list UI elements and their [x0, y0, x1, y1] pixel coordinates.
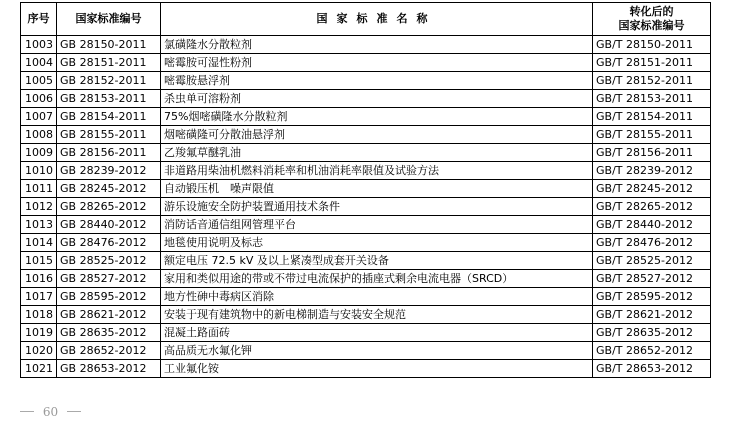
- cell-std-no: GB 28154-2011: [57, 108, 161, 126]
- cell-std-no: GB 28440-2012: [57, 216, 161, 234]
- cell-std-name: 混凝土路面砖: [161, 324, 593, 342]
- cell-std-name: 消防话音通信组网管理平台: [161, 216, 593, 234]
- cell-seq: 1005: [21, 72, 57, 90]
- header-std-no: 国家标准编号: [57, 3, 161, 36]
- table-header-row: [21, 3, 711, 36]
- cell-std-name: 工业氟化铵: [161, 360, 593, 378]
- cell-converted: GB/T 28652-2012: [593, 342, 711, 360]
- table-row: [21, 72, 711, 90]
- cell-converted: GB/T 28151-2011: [593, 54, 711, 72]
- cell-seq: 1010: [21, 162, 57, 180]
- cell-std-no: GB 28635-2012: [57, 324, 161, 342]
- table-row: [21, 90, 711, 108]
- cell-std-no: GB 28245-2012: [57, 180, 161, 198]
- cell-std-no: GB 28156-2011: [57, 144, 161, 162]
- cell-converted: GB/T 28153-2011: [593, 90, 711, 108]
- cell-converted: GB/T 28156-2011: [593, 144, 711, 162]
- cell-std-name: 高品质无水氟化钾: [161, 342, 593, 360]
- table-row: [21, 144, 711, 162]
- table-row: [21, 54, 711, 72]
- cell-std-no: GB 28595-2012: [57, 288, 161, 306]
- cell-seq: 1017: [21, 288, 57, 306]
- cell-converted: GB/T 28476-2012: [593, 234, 711, 252]
- cell-std-no: GB 28150-2011: [57, 36, 161, 54]
- table-row: [21, 306, 711, 324]
- cell-std-name: 烟嘧磺隆可分散油悬浮剂: [161, 126, 593, 144]
- cell-converted: GB/T 28239-2012: [593, 162, 711, 180]
- table-row: [21, 360, 711, 378]
- cell-converted: GB/T 28150-2011: [593, 36, 711, 54]
- cell-std-name: 额定电压 72.5 kV 及以上紧凑型成套开关设备: [161, 252, 593, 270]
- header-seq: 序号: [21, 3, 57, 36]
- cell-std-no: GB 28155-2011: [57, 126, 161, 144]
- footer-left-dash: [20, 411, 34, 412]
- cell-std-name: 地毯使用说明及标志: [161, 234, 593, 252]
- cell-seq: 1020: [21, 342, 57, 360]
- cell-std-no: GB 28239-2012: [57, 162, 161, 180]
- table-row: [21, 288, 711, 306]
- cell-converted: GB/T 28621-2012: [593, 306, 711, 324]
- cell-std-name: 自动锻压机 噪声限值: [161, 180, 593, 198]
- table-row: [21, 180, 711, 198]
- cell-seq: 1003: [21, 36, 57, 54]
- cell-converted: GB/T 28525-2012: [593, 252, 711, 270]
- cell-seq: 1006: [21, 90, 57, 108]
- cell-std-name: 乙羧氟草醚乳油: [161, 144, 593, 162]
- cell-converted: GB/T 28653-2012: [593, 360, 711, 378]
- table-body: [21, 36, 711, 378]
- cell-seq: 1008: [21, 126, 57, 144]
- table-row: [21, 108, 711, 126]
- cell-seq: 1013: [21, 216, 57, 234]
- cell-std-name: 杀虫单可溶粉剂: [161, 90, 593, 108]
- cell-std-name: 非道路用柴油机燃料消耗率和机油消耗率限值及试验方法: [161, 162, 593, 180]
- cell-std-no: GB 28153-2011: [57, 90, 161, 108]
- cell-std-name: 嘧霉胺可湿性粉剂: [161, 54, 593, 72]
- cell-seq: 1016: [21, 270, 57, 288]
- cell-std-name: 地方性砷中毒病区消除: [161, 288, 593, 306]
- cell-seq: 1009: [21, 144, 57, 162]
- cell-converted: GB/T 28155-2011: [593, 126, 711, 144]
- header-converted-text: 转化后的 国家标准编号: [618, 5, 685, 32]
- cell-seq: 1015: [21, 252, 57, 270]
- cell-seq: 1007: [21, 108, 57, 126]
- cell-seq: 1021: [21, 360, 57, 378]
- table-row: [21, 270, 711, 288]
- cell-converted: GB/T 28635-2012: [593, 324, 711, 342]
- standards-table: [20, 2, 711, 378]
- cell-seq: 1014: [21, 234, 57, 252]
- cell-std-no: GB 28476-2012: [57, 234, 161, 252]
- table-row: [21, 162, 711, 180]
- cell-seq: 1012: [21, 198, 57, 216]
- table-row: [21, 252, 711, 270]
- cell-converted: GB/T 28527-2012: [593, 270, 711, 288]
- cell-std-name: 安装于现有建筑物中的新电梯制造与安装安全规范: [161, 306, 593, 324]
- header-converted: [593, 3, 711, 36]
- table-row: [21, 198, 711, 216]
- cell-seq: 1019: [21, 324, 57, 342]
- table-row: [21, 216, 711, 234]
- cell-seq: 1004: [21, 54, 57, 72]
- table-row: [21, 324, 711, 342]
- cell-std-no: GB 28527-2012: [57, 270, 161, 288]
- cell-std-no: GB 28265-2012: [57, 198, 161, 216]
- cell-std-no: GB 28152-2011: [57, 72, 161, 90]
- footer-right-dash: [67, 411, 81, 412]
- cell-converted: GB/T 28440-2012: [593, 216, 711, 234]
- cell-seq: 1018: [21, 306, 57, 324]
- cell-std-name: 游乐设施安全防护装置通用技术条件: [161, 198, 593, 216]
- cell-std-no: GB 28653-2012: [57, 360, 161, 378]
- cell-std-name: 家用和类似用途的带或不带过电流保护的插座式剩余电流电器（SRCD）: [161, 270, 593, 288]
- cell-std-name: 75%烟嘧磺隆水分散粒剂: [161, 108, 593, 126]
- cell-std-no: GB 28652-2012: [57, 342, 161, 360]
- table-row: [21, 36, 711, 54]
- document-page: [20, 2, 710, 378]
- page-number: 60: [42, 404, 59, 419]
- table-row: [21, 342, 711, 360]
- cell-std-no: GB 28621-2012: [57, 306, 161, 324]
- cell-seq: 1011: [21, 180, 57, 198]
- cell-converted: GB/T 28245-2012: [593, 180, 711, 198]
- page-footer: [20, 404, 81, 419]
- cell-converted: GB/T 28595-2012: [593, 288, 711, 306]
- cell-converted: GB/T 28265-2012: [593, 198, 711, 216]
- cell-std-name: 氯磺隆水分散粒剂: [161, 36, 593, 54]
- cell-converted: GB/T 28152-2011: [593, 72, 711, 90]
- cell-std-no: GB 28151-2011: [57, 54, 161, 72]
- header-std-name: 国家标准名称: [161, 3, 593, 36]
- cell-converted: GB/T 28154-2011: [593, 108, 711, 126]
- cell-std-no: GB 28525-2012: [57, 252, 161, 270]
- table-row: [21, 126, 711, 144]
- cell-std-name: 嘧霉胺悬浮剂: [161, 72, 593, 90]
- table-row: [21, 234, 711, 252]
